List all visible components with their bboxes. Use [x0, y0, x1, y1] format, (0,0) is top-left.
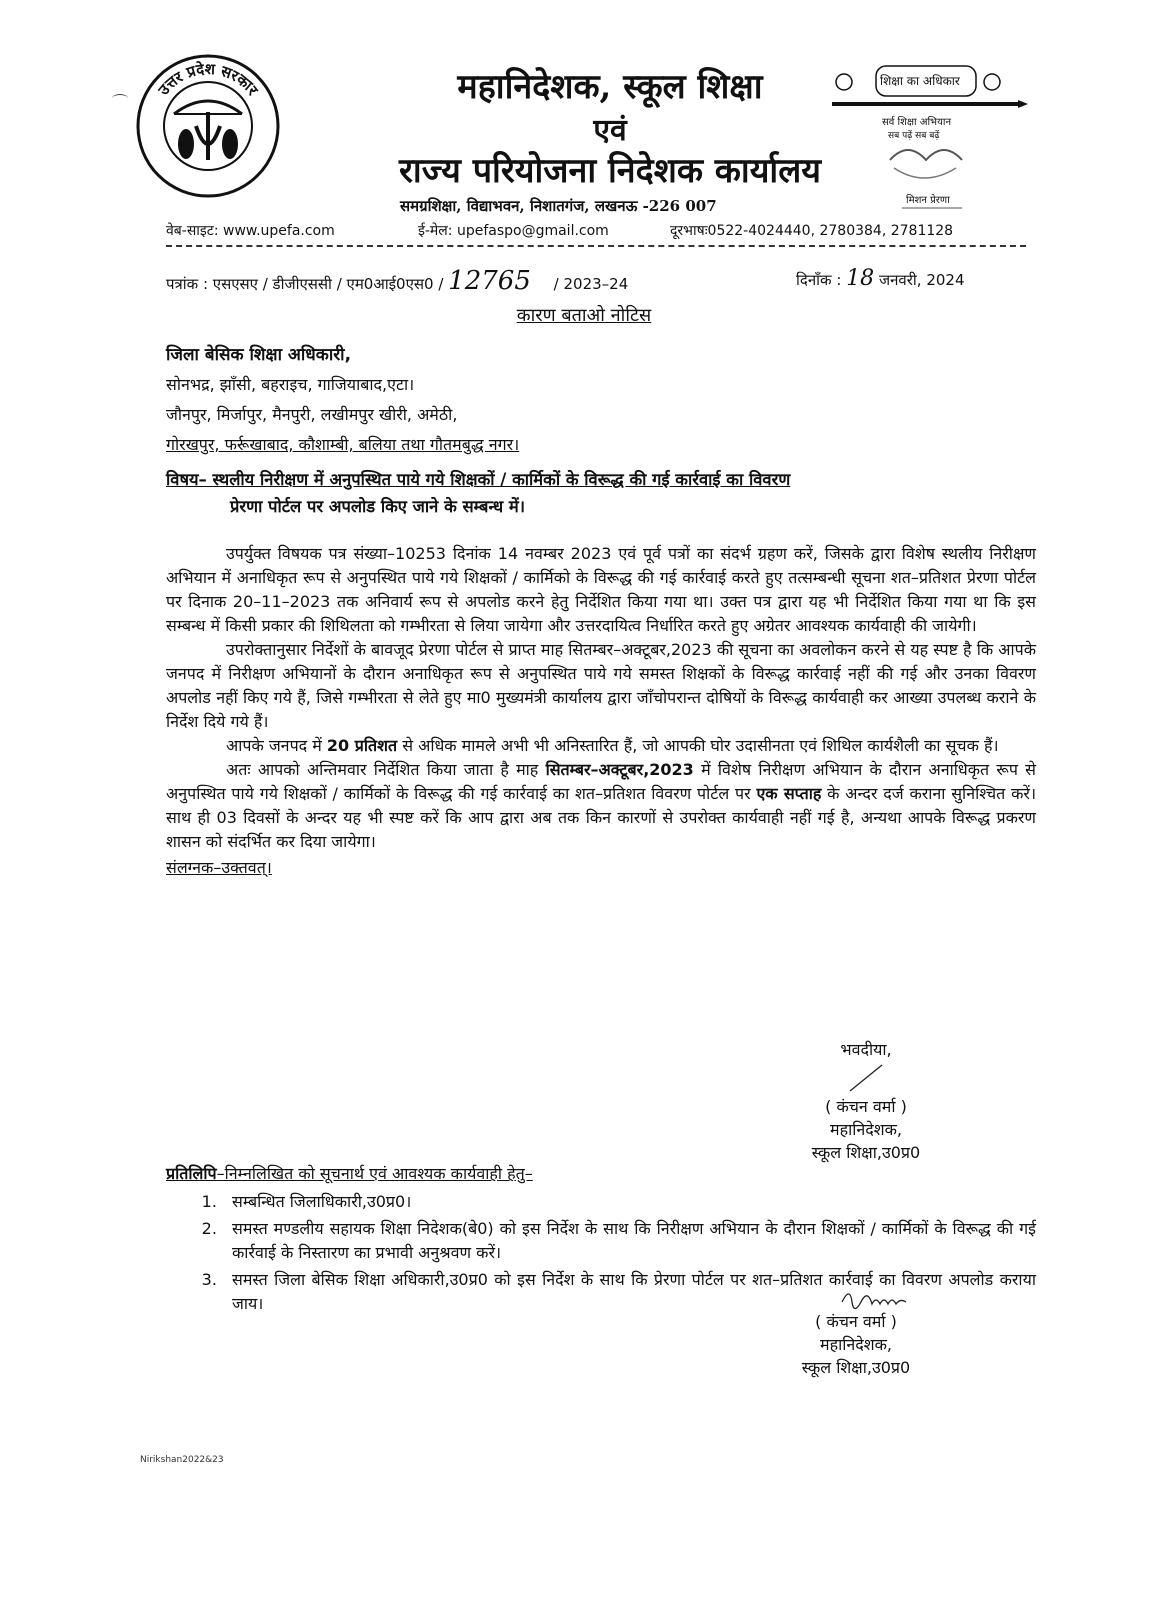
letter-date: [796, 266, 965, 291]
body-paragraph-2: उपरोक्तानुसार निर्देशों के बावजूद प्रेरणा पोर्टल से प्राप्त माह सितम्बर–अक्टूबर,2023 की सूचना का अवलोकन करने से यह स्पष्ट है कि आपके जनपद में निरीक्षण अभियानों के दौरान अनाधिकृत रूप से अनुपस्थित पाये गये समस्त शिक्षकों के विरूद्ध कार्रवाई नहीं की गई और उनका विवरण अपलोड नहीं किए गये हैं, जिसे गम्भीरता से लेते हुए मा0 मुख्यमंत्री कार्यालय द्वारा जाँचोपरान्त दोषियों के विरूद्ध कार्यवाही कर आख्या उपलब्ध कराने के निर्देश दिये गये हैं।: [166, 640, 1036, 731]
subject-line1: स्थलीय निरीक्षण में अनुपस्थित पाये गये शिक्षकों / कार्मिकों के विरूद्ध की गई कार्रवाई का विवरण: [206, 470, 791, 489]
shiksha-ka-adhikar-logo: [832, 60, 1046, 220]
date-month-year: जनवरी, 2024: [878, 271, 965, 289]
copy-item: 3. समस्त जिला बेसिक शिक्षा अधिकारी,उ0प्र0 को इस निर्देश के साथ कि प्रेरणा पोर्टल पर शत–प्रतिशत कार्रवाई का विवरण अपलोड कराया जाय।: [222, 1268, 1036, 1316]
copy-label: प्रतिलिपि: [166, 1164, 217, 1183]
addressee-line1: सोनभद्र, झाँसी, बहराइच, गाजियाबाद,एटा।: [166, 375, 415, 394]
header-divider: [166, 245, 1026, 247]
date-prefix: दिनाँक :: [796, 271, 842, 289]
body-paragraph-1: उपर्युक्त विषयक पत्र संख्या–10253 दिनांक 14 नवम्बर 2023 एवं पूर्व पत्रों का संदर्भ ग्रहण करें, जिसके द्वारा विशेष स्थलीय निरीक्षण अभियान में अनाधिकृत रूप से अनुपस्थित पाये गये शिक्षकों / कार्मिको के विरूद्ध की गई कार्रवाई करते हुए तत्सम्बन्धी सूचना शत–प्रतिशत प्रेरणा पोर्टल पर दिनाक 20–11–2023 तक अनिवार्य रूप से अपलोड करने हेतु निर्देशित किया गया था। उक्त पत्र द्वारा यह भी निर्देशित किया गया था कि इस सम्बन्ध में किसी प्रकार की शिथिलता को गम्भीरता से लिया जायेगा और उत्तरदायित्व निर्धारित करते हुए अग्रेतर आवश्यक कार्यवाही की जायेगी।: [166, 544, 1036, 635]
subject-line2: प्रेरणा पोर्टल पर अपलोड किए जाने के सम्बन्ध में।: [230, 497, 526, 516]
email: ई-मेल: upefaspo@gmail.com: [418, 223, 609, 239]
mission-prerna-label: मिशन प्रेरणा: [906, 195, 950, 206]
notice-heading: कारण बताओ नोटिस: [516, 305, 652, 326]
addressee-title: जिला बेसिक शिक्षा अधिकारी,: [166, 345, 352, 365]
highlight-one-week: एक सप्ताह: [756, 784, 822, 803]
reference-handwritten-number: 12765: [448, 266, 531, 296]
svg-text:उत्तर प्रदेश सरकार: उत्तर प्रदेश सरकार: [154, 59, 262, 99]
body-paragraph-4: अतः आपको अन्तिमवार निर्देशित किया जाता है माह सितम्बर–अक्टूबर,2023 में विशेष निरीक्षण अभियान के दौरान अनाधिकृत रूप से अनुपस्थित पाये गये शिक्षकों / कार्मिकों के विरूद्ध की गई कार्रवाई का शत–प्रतिशत विवरण पोर्टल पर एक सप्ताह के अन्दर दर्ज कराना सुनिश्चित करें। साथ ही 03 दिवसों के अन्दर यह भी स्पष्ट करें कि आप द्वारा अब तक किन कारणों से उपरोक्त कार्यवाही नहीं गई है, अन्यथा आपके विरूद्ध प्रकरण शासन को संदर्भित कर दिया जायेगा।: [166, 760, 1037, 851]
website: वेब-साइट: www.upefa.com: [166, 223, 335, 239]
reference-prefix: पत्रांक : एसएसए / डीजीएससी / एम0आई0एस0 /: [166, 275, 444, 293]
highlight-period: सितम्बर–अक्टूबर,2023: [545, 760, 694, 779]
addressee-line2: जौनपुर, मिर्जापुर, मैनपुरी, लखीमपुर खीरी, अमेठी,: [166, 405, 458, 424]
office-title-line2: एवं: [593, 113, 627, 148]
signatory-designation-2: महानिदेशक,: [820, 1335, 892, 1354]
signatory-name-2: ( कंचन वर्मा ): [815, 1312, 897, 1331]
signatory-designation-1: महानिदेशक,: [830, 1120, 902, 1139]
subject-label: विषय–: [166, 470, 207, 489]
signatory-office-1: स्कूल शिक्षा,उ0प्र0: [811, 1143, 921, 1162]
file-code: Nirikshan2022&23: [140, 1455, 224, 1465]
reference-year: / 2023–24: [553, 275, 629, 293]
body-paragraph-3: आपके जनपद में 20 प्रतिशत से अधिक मामले अभी भी अनिस्तारित हैं, जो आपकी घोर उदासीनता एवं शिथिल कार्यशैली का सूचक हैं।: [226, 736, 999, 755]
signature-stroke-1: [836, 1061, 896, 1095]
signature-block-2: [766, 1310, 946, 1379]
highlight-20-percent: 20 प्रतिशत: [326, 736, 398, 755]
office-title-line1: महानिदेशक, स्कूल शिक्षा: [457, 67, 763, 107]
up-government-emblem: [134, 52, 282, 200]
date-handwritten-day: 18: [846, 266, 875, 291]
addressee-line3: गोरखपुर, फर्रूखाबाद, कौशाम्बी, बलिया तथा गौतमबुद्ध नगर।: [166, 435, 520, 454]
phone: दूरभाषः0522-4024440, 2780384, 2781128: [670, 223, 954, 239]
copy-item: 1. सम्बन्धित जिलाधिकारी,उ0प्र0।: [222, 1190, 1036, 1214]
rte-label: शिक्षा का अधिकार: [880, 74, 960, 88]
subject-block: [166, 466, 1036, 520]
office-address: समग्रशिक्षा, विद्याभवन, निशातगंज, लखनऊ -226 007: [400, 197, 717, 215]
reference-number: [166, 266, 628, 296]
scan-mark: [112, 94, 128, 103]
signatory-name-1: ( कंचन वर्मा ): [825, 1097, 907, 1116]
copy-intro: –निम्नलिखित को सूचनार्थ एवं आवश्यक कार्यवाही हेतु–: [216, 1164, 533, 1183]
letter-body: [166, 542, 1036, 880]
office-title-line3: राज्य परियोजना निदेशक कार्यालय: [398, 151, 822, 191]
ssa-label: सर्व शिक्षा अभियान: [882, 117, 952, 128]
signature-block-1: [776, 1038, 956, 1164]
ssa-tagline: सब पढ़ें सब बढ़ें: [888, 131, 940, 141]
copy-item: 2. समस्त मण्डलीय सहायक शिक्षा निदेशक(बे0) को इस निर्देश के साथ कि निरीक्षण अभियान के दौरान शिक्षकों / कार्मिकों के विरूद्ध की गई कार्रवाई के निस्तारण का प्रभावी अनुश्रवण करें।: [222, 1217, 1036, 1265]
addressee-block: [166, 340, 519, 460]
enclosure-note: संलग्नक–उक्तवत्।: [166, 858, 272, 877]
signatory-office-2: स्कूल शिक्षा,उ0प्र0: [801, 1358, 911, 1377]
closing: भवदीया,: [840, 1040, 892, 1059]
